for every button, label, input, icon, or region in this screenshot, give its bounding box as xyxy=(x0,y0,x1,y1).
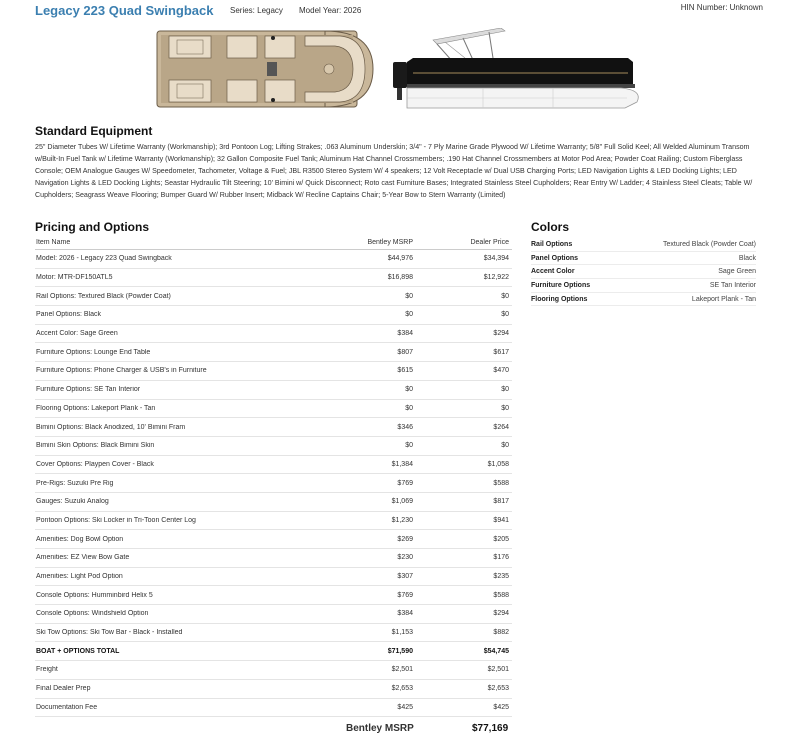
item-name-cell: Ski Tow Options: Ski Tow Bar - Black - Installed xyxy=(36,629,183,637)
dealer-price-cell: $817 xyxy=(493,498,509,506)
table-row xyxy=(35,474,512,493)
msrp-cell: $615 xyxy=(397,367,413,375)
dealer-price-cell: $34,394 xyxy=(483,255,509,263)
dealer-price-cell: $235 xyxy=(493,573,509,581)
dealer-price-cell: $882 xyxy=(493,629,509,637)
table-row xyxy=(35,512,512,531)
msrp-cell: $1,384 xyxy=(391,460,413,468)
dealer-price-cell: $1,058 xyxy=(487,460,509,468)
color-row xyxy=(531,279,756,293)
item-name-cell: Console Options: Humminbird Helix 5 xyxy=(36,591,153,599)
item-name-cell: Freight xyxy=(36,666,58,674)
item-name-cell: Rail Options: Textured Black (Powder Coat) xyxy=(36,292,171,300)
item-name-cell: Console Options: Windshield Option xyxy=(36,610,149,618)
dealer-price-cell: $0 xyxy=(501,311,509,319)
msrp-cell: $0 xyxy=(405,404,413,412)
item-name-cell: Accent Color: Sage Green xyxy=(36,330,118,338)
item-name-cell: Furniture Options: Lounge End Table xyxy=(36,348,151,356)
dealer-price-cell: $941 xyxy=(493,516,509,524)
table-row xyxy=(35,624,512,643)
table-row xyxy=(35,306,512,325)
dealer-price-cell: $264 xyxy=(493,423,509,431)
dealer-price-cell: $0 xyxy=(501,386,509,394)
msrp-cell: $425 xyxy=(397,703,413,711)
color-option-value: Sage Green xyxy=(718,268,756,276)
item-name-cell: Documentation Fee xyxy=(36,703,98,711)
item-name-cell: Motor: MTR-DF150ATL5 xyxy=(36,274,113,282)
item-name-cell: Furniture Options: Phone Charger & USB's in Furniture xyxy=(36,367,207,375)
color-row xyxy=(531,252,756,266)
table-row xyxy=(35,418,512,437)
msrp-cell: $769 xyxy=(397,591,413,599)
table-row xyxy=(35,400,512,419)
dealer-price-cell: $0 xyxy=(501,442,509,450)
msrp-cell: $0 xyxy=(405,311,413,319)
table-row xyxy=(35,287,512,306)
msrp-cell: $2,501 xyxy=(391,666,413,674)
item-name-cell: Model: 2026 - Legacy 223 Quad Swingback xyxy=(36,255,172,263)
msrp-cell: $0 xyxy=(405,442,413,450)
msrp-header: Bentley MSRP xyxy=(367,239,413,246)
item-name-cell: Panel Options: Black xyxy=(36,311,101,319)
msrp-cell: $1,230 xyxy=(391,516,413,524)
dealer-price-cell: $0 xyxy=(501,404,509,412)
color-row xyxy=(531,293,756,307)
dealer-price-header: Dealer Price xyxy=(470,239,509,246)
dealer-price-cell: $617 xyxy=(493,348,509,356)
color-option-label: Furniture Options xyxy=(531,281,591,289)
series-label: Series: Legacy xyxy=(230,6,283,15)
color-option-value: Textured Black (Powder Coat) xyxy=(663,240,756,248)
colors-heading: Colors xyxy=(531,220,570,234)
standard-equipment-heading: Standard Equipment xyxy=(35,124,153,138)
table-row xyxy=(35,680,512,699)
color-option-value: SE Tan Interior xyxy=(709,281,756,289)
pricing-table xyxy=(35,236,512,717)
msrp-cell: $44,976 xyxy=(387,255,413,263)
item-name-cell: Bimini Skin Options: Black Bimini Skin xyxy=(36,442,155,450)
dealer-price-cell: $588 xyxy=(493,591,509,599)
table-row xyxy=(35,343,512,362)
dealer-price-cell: $2,653 xyxy=(487,685,509,693)
standard-equipment-text: 25" Diameter Tubes W/ Lifetime Warranty (Workmanship); 3rd Pontoon Log; Lifting Strakes; .063 Aluminum Underskin; 3/4" - 7 Ply Marine Grade Plywood W/ Lifetime Warranty; 5/8" Full Solid Keel; All Welded Aluminum Transom w/Built-In Fuel Tank w/ Lifetime Warranty (Workmanship); 32 Gallon Composite Fuel Tank; Aluminum Hat Channel Crossmembers; .190 Hat Channel Crossmembers at Motor Pod Area; Powder Coat Railing; Custom Fiberglass Console; OEM Analogue Gauges W/ Speedometer, Tachometer, Voltage & Fuel; JBL R3500 Stereo System W/ 4 speakers; 12 Volt Receptacle w/ Dual USB Charging Ports; LED Navigation Lights & LED Docking Lights; LED Navigation Lights & LED Docking Lights; Seastar Hydraulic Tilt Steering; 10' Bimini w/ Quick Disconnect; Roto cast Furniture Bases; Integrated Stainless Steel Cupholders; Rear Entry W/ Ladder; 4 Stainless Steel Cleats; Table W/ Cupholders; Seagrass Weave Flooring; Bumper Guard W/ Rubber Insert; Midback W/ Recline Captains Chair; 5-Year Bow to Stern Warranty (Limited) xyxy=(35,143,753,199)
dealer-price-cell: $470 xyxy=(493,367,509,375)
item-name-cell: BOAT + OPTIONS TOTAL xyxy=(36,647,120,655)
dealer-price-cell: $205 xyxy=(493,535,509,543)
table-row xyxy=(35,699,512,718)
table-row xyxy=(35,269,512,288)
pricing-table-header xyxy=(35,236,512,250)
dealer-price-cell: $294 xyxy=(493,610,509,618)
item-name-cell: Final Dealer Prep xyxy=(36,685,91,693)
table-row xyxy=(35,530,512,549)
table-row xyxy=(35,437,512,456)
msrp-cell: $16,898 xyxy=(387,274,413,282)
msrp-cell: $346 xyxy=(397,423,413,431)
page-title: Legacy 223 Quad Swingback xyxy=(35,3,214,18)
hin-label: HIN Number: Unknown xyxy=(680,3,763,12)
header xyxy=(0,0,800,24)
table-row xyxy=(35,362,512,381)
item-name-cell: Amenities: Dog Bowl Option xyxy=(36,535,124,543)
item-name-cell: Bimini Options: Black Anodized, 10' Bimini Fram xyxy=(36,423,186,431)
item-name-cell: Flooring Options: Lakeport Plank - Tan xyxy=(36,404,156,412)
color-option-label: Flooring Options xyxy=(531,295,588,303)
boat-top-view-image xyxy=(155,28,375,110)
footer-msrp-value: $77,169 xyxy=(472,723,509,734)
msrp-cell: $807 xyxy=(397,348,413,356)
msrp-cell: $307 xyxy=(397,573,413,581)
msrp-cell: $71,590 xyxy=(387,647,413,655)
color-row xyxy=(531,238,756,252)
table-row xyxy=(35,586,512,605)
color-row xyxy=(531,265,756,279)
color-option-value: Black xyxy=(738,254,756,262)
table-row xyxy=(35,549,512,568)
msrp-cell: $0 xyxy=(405,386,413,394)
item-name-cell: Gauges: Suzuki Analog xyxy=(36,498,109,506)
msrp-cell: $269 xyxy=(397,535,413,543)
footer-msrp-label: Bentley MSRP xyxy=(346,723,414,734)
item-name-cell: Furniture Options: SE Tan Interior xyxy=(36,386,141,394)
pricing-total-row xyxy=(35,642,512,661)
msrp-cell: $769 xyxy=(397,479,413,487)
table-row xyxy=(35,456,512,475)
msrp-cell: $0 xyxy=(405,292,413,300)
dealer-price-cell: $2,501 xyxy=(487,666,509,674)
dealer-price-cell: $12,922 xyxy=(483,274,509,282)
model-year-label: Model Year: 2026 xyxy=(299,6,362,15)
msrp-cell: $1,153 xyxy=(391,629,413,637)
table-row xyxy=(35,661,512,680)
colors-table xyxy=(531,238,756,306)
dealer-price-cell: $54,745 xyxy=(483,647,509,655)
dealer-price-cell: $0 xyxy=(501,292,509,300)
dealer-price-cell: $294 xyxy=(493,330,509,338)
msrp-cell: $2,653 xyxy=(391,685,413,693)
item-name-cell: Pre-Rigs: Suzuki Pre Rig xyxy=(36,479,114,487)
table-row xyxy=(35,381,512,400)
item-name-cell: Cover Options: Playpen Cover - Black xyxy=(36,460,154,468)
item-name-cell: Amenities: EZ View Bow Gate xyxy=(36,554,130,562)
dealer-price-cell: $176 xyxy=(493,554,509,562)
color-option-value: Lakeport Plank - Tan xyxy=(691,295,756,303)
color-option-label: Panel Options xyxy=(531,254,579,262)
boat-side-view-image xyxy=(393,28,643,112)
color-option-label: Accent Color xyxy=(531,268,575,276)
table-row xyxy=(35,493,512,512)
item-name-header: Item Name xyxy=(36,239,71,246)
item-name-cell: Amenities: Light Pod Option xyxy=(36,573,123,581)
color-option-label: Rail Options xyxy=(531,240,573,248)
item-name-cell: Pontoon Options: Ski Locker in Tri-Toon Center Log xyxy=(36,516,196,524)
msrp-cell: $230 xyxy=(397,554,413,562)
boat-images xyxy=(0,28,800,116)
dealer-price-cell: $588 xyxy=(493,479,509,487)
table-row xyxy=(35,325,512,344)
table-row xyxy=(35,605,512,624)
table-row xyxy=(35,250,512,269)
dealer-price-cell: $425 xyxy=(493,703,509,711)
table-row xyxy=(35,568,512,587)
msrp-cell: $384 xyxy=(397,610,413,618)
msrp-cell: $384 xyxy=(397,330,413,338)
pricing-heading: Pricing and Options xyxy=(35,220,150,234)
msrp-cell: $1,069 xyxy=(391,498,413,506)
